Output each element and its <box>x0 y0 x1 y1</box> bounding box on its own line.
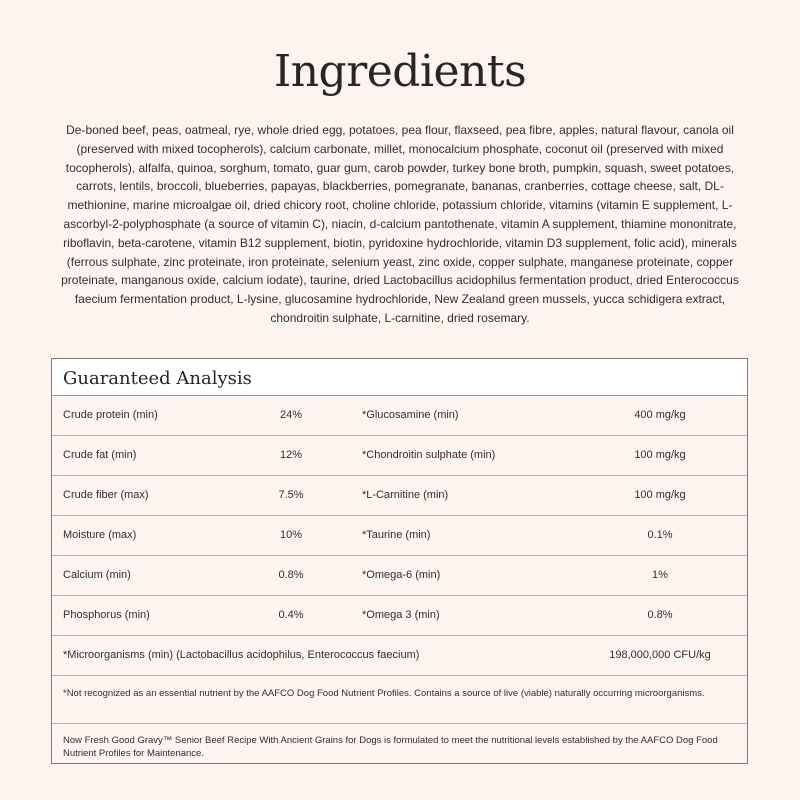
analysis-heading: Guaranteed Analysis <box>52 359 747 396</box>
nutrient-label: Crude fat (min) <box>63 449 137 461</box>
guaranteed-analysis-panel <box>51 358 748 764</box>
microorganisms-row <box>52 636 747 676</box>
nutrient-value: 7.5% <box>278 489 304 501</box>
nutrient-label-secondary: *L-Carnitine (min) <box>362 489 449 501</box>
nutrient-value: 0.4% <box>278 609 304 621</box>
nutrient-label-secondary: *Taurine (min) <box>362 529 431 541</box>
nutrient-value: 0.8% <box>278 569 304 581</box>
nutrient-value-secondary: 0.1% <box>647 529 673 541</box>
microorganisms-value: 198,000,000 CFU/kg <box>609 649 711 661</box>
nutrient-label: Moisture (max) <box>63 529 137 541</box>
nutrient-value: 24% <box>279 409 303 421</box>
nutrient-label: Calcium (min) <box>63 569 131 581</box>
nutrient-label: Crude protein (min) <box>63 409 158 421</box>
microorganisms-label: *Microorganisms (min) (Lactobacillus acidophilus, Enterococcus faecium) <box>63 649 420 661</box>
nutrient-label-secondary: *Glucosamine (min) <box>362 409 459 421</box>
nutrient-value-secondary: 1% <box>652 569 668 581</box>
page-title: Ingredients <box>273 46 527 97</box>
nutrient-label-secondary: *Omega-6 (min) <box>362 569 441 581</box>
nutrient-label-secondary: *Chondroitin sulphate (min) <box>362 449 496 461</box>
analysis-row <box>52 556 747 596</box>
nutrient-label: Crude fiber (max) <box>63 489 149 501</box>
analysis-row <box>52 596 747 636</box>
nutrient-value: 12% <box>279 449 303 461</box>
ingredients-text: De-boned beef, peas, oatmeal, rye, whole dried egg, potatoes, pea flour, flaxseed, pea fibre, apples, natural flavour, canola oil (preserved with mixed tocopherols), calcium carbonate, millet, monocalcium phosphate, coconut oil (preserved with mixed tocopherols), alfalfa, quinoa, sorghum, tomato, guar gum, carob powder, turkey bone broth, pumpkin, squash, sweet potatoes, carrots, lentils, broccoli, blueberries, papayas, blackberries, pomegranate, bananas, cranberries, cottage cheese, salt, DL-methionine, marine microalgae oil, dried chicory root, choline chloride, potassium chloride, vitamins (vitamin E supplement, L-ascorbyl-2-polyphosphate (a source of vitamin C), niacin, d-calcium pantothenate, vitamin A supplement, thiamine mononitrate, riboflavin, beta-carotene, vitamin B12 supplement, biotin, pyridoxine hydrochloride, vitamin D3 supplement, folic acid), minerals (ferrous sulphate, zinc proteinate, iron proteinate, selenium yeast, zinc oxide, copper sulphate, manganese proteinate, copper proteinate, manganous oxide, calcium iodate), taurine, dried Lactobacillus acidophilus fermentation product, dried Enterococcus faecium fermentation product, L-lysine, glucosamine hydrochloride, New Zealand green mussels, yucca schidigera extract, chondroitin sulphate, L-carnitine, dried rosemary. <box>61 123 739 325</box>
nutrient-label-secondary: *Omega 3 (min) <box>362 609 440 621</box>
aafco-statement: Now Fresh Good Gravy™ Senior Beef Recipe With Ancient Grains for Dogs is formulated to meet the nutritional levels established by the AAFCO Dog Food Nutrient Profiles for Maintenance. <box>63 735 718 759</box>
nutrient-label: Phosphorus (min) <box>63 609 150 621</box>
nutrient-value: 10% <box>279 529 303 541</box>
analysis-row <box>52 516 747 556</box>
nutrient-value-secondary: 0.8% <box>647 609 673 621</box>
nutrient-value-secondary: 100 mg/kg <box>634 449 686 461</box>
analysis-row <box>52 396 747 436</box>
nutrient-value-secondary: 100 mg/kg <box>634 489 686 501</box>
footnote: *Not recognized as an essential nutrient by the AAFCO Dog Food Nutrient Profiles. Contains a source of live (viable) naturally occurring microorganisms. <box>52 676 747 724</box>
analysis-row <box>52 436 747 476</box>
analysis-row <box>52 476 747 516</box>
nutrient-value-secondary: 400 mg/kg <box>634 409 686 421</box>
